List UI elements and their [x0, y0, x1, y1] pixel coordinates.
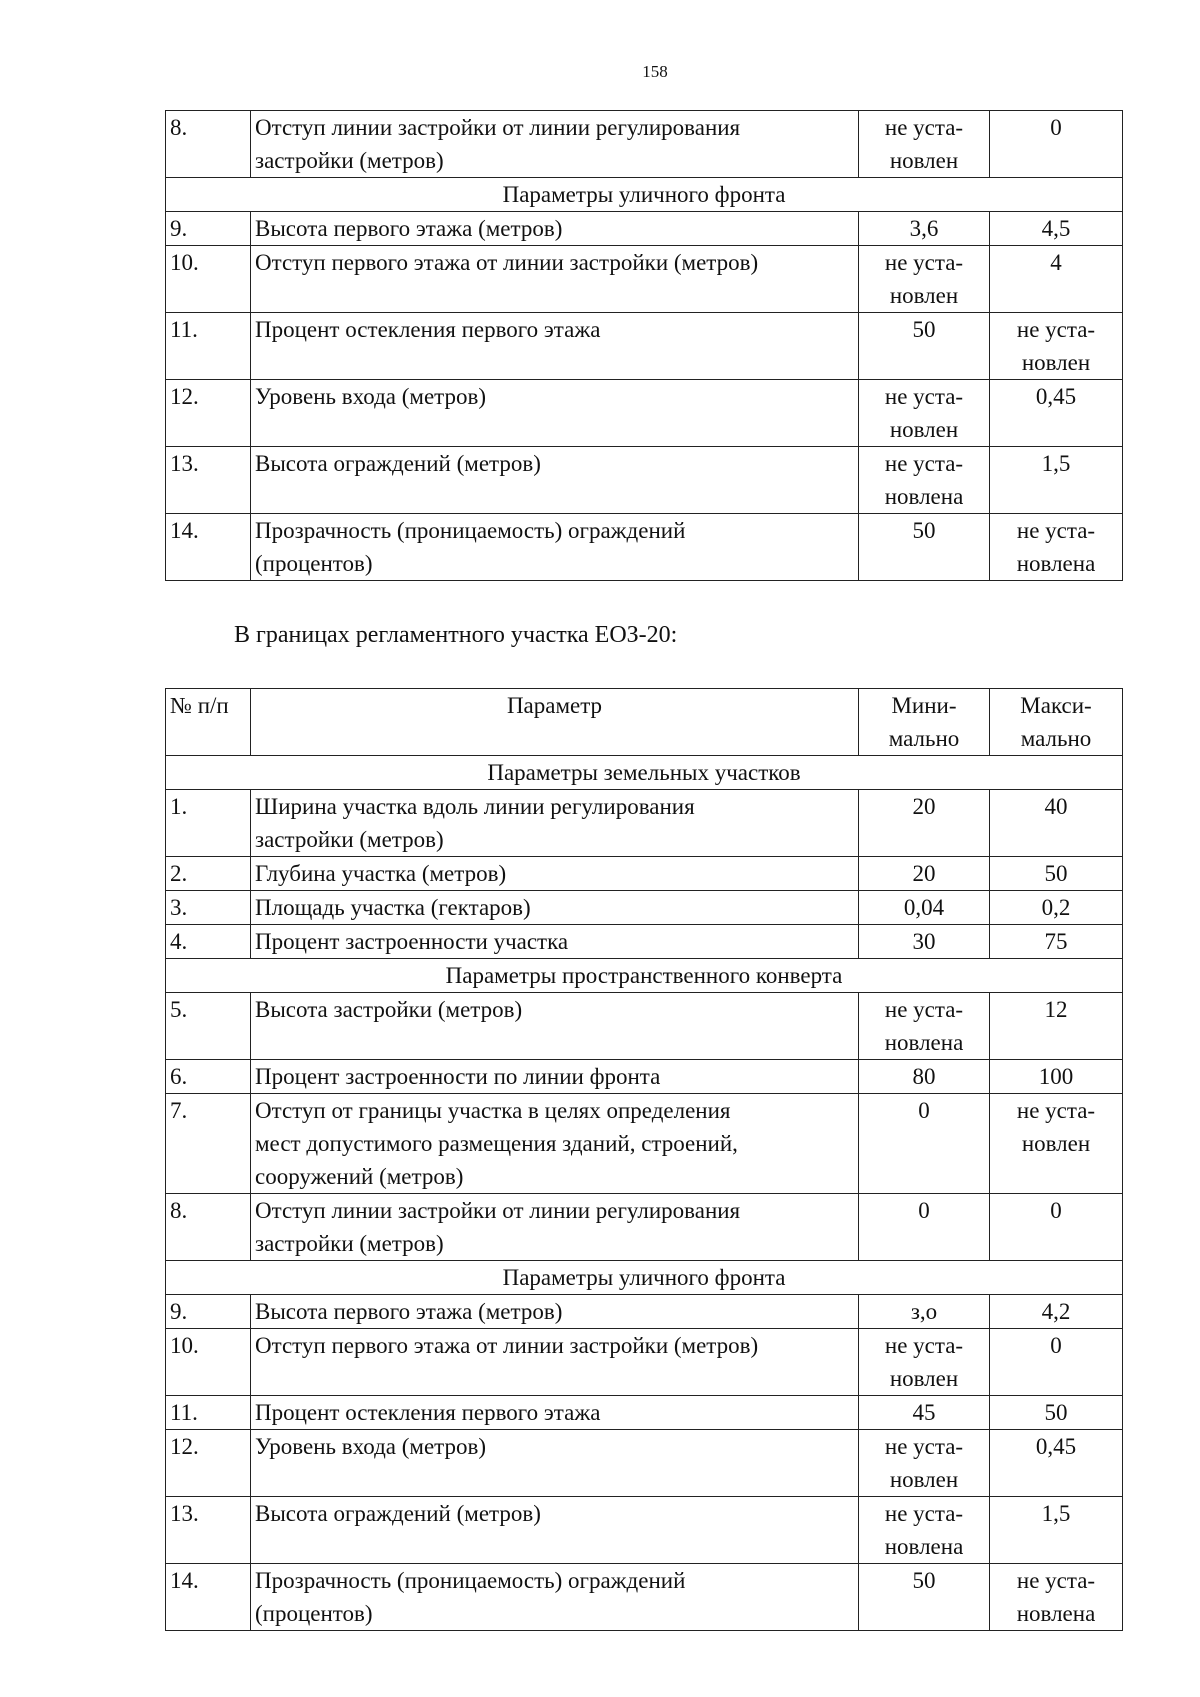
max-value: 50 — [990, 857, 1123, 891]
row-number: 4. — [166, 925, 251, 959]
min-value: не уста- новлена — [859, 447, 990, 514]
min-value: 20 — [859, 857, 990, 891]
header-max: Макси- мально — [990, 689, 1123, 756]
min-value: 80 — [859, 1060, 990, 1094]
page-number: 158 — [642, 62, 668, 81]
table-row — [166, 1497, 1123, 1564]
parameters-table-eoz-20 — [165, 688, 1123, 1631]
min-value: 20 — [859, 790, 990, 857]
max-value: 50 — [990, 1396, 1123, 1430]
section-caption: В границах регламентного участка ЕОЗ-20: — [234, 622, 678, 648]
parameter-name: Площадь участка (гектаров) — [251, 891, 859, 925]
table-row — [166, 1060, 1123, 1094]
max-value: 1,5 — [990, 1497, 1123, 1564]
row-number: 11. — [166, 313, 251, 380]
min-value: 3,6 — [859, 212, 990, 246]
max-value: 0 — [990, 1329, 1123, 1396]
row-number: 9. — [166, 212, 251, 246]
section-heading: Параметры уличного фронта — [166, 1261, 1123, 1295]
table-row — [166, 1094, 1123, 1194]
row-number: 12. — [166, 380, 251, 447]
table-row — [166, 313, 1123, 380]
min-value: 50 — [859, 313, 990, 380]
table-2-header — [166, 689, 1123, 756]
table-row — [166, 790, 1123, 857]
row-number: 6. — [166, 1060, 251, 1094]
section-heading: Параметры пространственного конверта — [166, 959, 1123, 993]
max-value: 12 — [990, 993, 1123, 1060]
min-value: не уста- новлен — [859, 1329, 990, 1396]
min-value: 50 — [859, 514, 990, 581]
max-value: 0 — [990, 1194, 1123, 1261]
max-value: 4 — [990, 246, 1123, 313]
table-row — [166, 1295, 1123, 1329]
section-row — [166, 959, 1123, 993]
max-value: не уста- новлена — [990, 514, 1123, 581]
row-number: 14. — [166, 514, 251, 581]
max-value: 40 — [990, 790, 1123, 857]
row-number: 13. — [166, 447, 251, 514]
min-value: 30 — [859, 925, 990, 959]
table-row — [166, 891, 1123, 925]
parameter-name: Прозрачность (проницаемость) ограждений (процентов) — [251, 1564, 859, 1631]
table-row — [166, 993, 1123, 1060]
max-value: 4,2 — [990, 1295, 1123, 1329]
table-row — [166, 857, 1123, 891]
table-row — [166, 1396, 1123, 1430]
max-value: 0 — [990, 111, 1123, 178]
max-value: 1,5 — [990, 447, 1123, 514]
header-param: Параметр — [251, 689, 859, 756]
parameter-name: Глубина участка (метров) — [251, 857, 859, 891]
parameter-name: Отступ линии застройки от линии регулирования застройки (метров) — [251, 111, 859, 178]
min-value: 45 — [859, 1396, 990, 1430]
parameter-name: Высота застройки (метров) — [251, 993, 859, 1060]
parameter-name: Прозрачность (проницаемость) ограждений (процентов) — [251, 514, 859, 581]
header-min: Мини- мально — [859, 689, 990, 756]
table-row — [166, 1194, 1123, 1261]
max-value: 0,2 — [990, 891, 1123, 925]
section-row — [166, 178, 1123, 212]
row-number: 11. — [166, 1396, 251, 1430]
parameter-name: Отступ первого этажа от линии застройки (метров) — [251, 246, 859, 313]
min-value: не уста- новлен — [859, 111, 990, 178]
parameter-name: Уровень входа (метров) — [251, 380, 859, 447]
header-num: № п/п — [166, 689, 251, 756]
section-heading: Параметры уличного фронта — [166, 178, 1123, 212]
parameter-name: Высота ограждений (метров) — [251, 447, 859, 514]
parameter-name: Отступ первого этажа от линии застройки (метров) — [251, 1329, 859, 1396]
table-row — [166, 1430, 1123, 1497]
row-number: 10. — [166, 246, 251, 313]
table-row — [166, 380, 1123, 447]
parameter-name: Процент остекления первого этажа — [251, 1396, 859, 1430]
parameter-name: Процент остекления первого этажа — [251, 313, 859, 380]
table-row — [166, 514, 1123, 581]
row-number: 10. — [166, 1329, 251, 1396]
parameter-name: Высота первого этажа (метров) — [251, 212, 859, 246]
parameter-name: Процент застроенности участка — [251, 925, 859, 959]
row-number: 5. — [166, 993, 251, 1060]
parameter-name: Отступ от границы участка в целях определения мест допустимого размещения зданий, строений, сооружений (метров) — [251, 1094, 859, 1194]
min-value: 50 — [859, 1564, 990, 1631]
min-value: не уста- новлен — [859, 380, 990, 447]
max-value: 0,45 — [990, 1430, 1123, 1497]
table-row — [166, 1564, 1123, 1631]
row-number: 9. — [166, 1295, 251, 1329]
min-value: 0 — [859, 1194, 990, 1261]
max-value: не уста- новлена — [990, 1564, 1123, 1631]
max-value: 0,45 — [990, 380, 1123, 447]
min-value: не уста- новлен — [859, 246, 990, 313]
min-value: не уста- новлена — [859, 1497, 990, 1564]
table-row — [166, 925, 1123, 959]
max-value: 4,5 — [990, 212, 1123, 246]
parameter-name: Процент застроенности по линии фронта — [251, 1060, 859, 1094]
max-value: 100 — [990, 1060, 1123, 1094]
section-row — [166, 1261, 1123, 1295]
max-value: 75 — [990, 925, 1123, 959]
min-value: з,о — [859, 1295, 990, 1329]
table-row — [166, 111, 1123, 178]
parameter-name: Высота первого этажа (метров) — [251, 1295, 859, 1329]
row-number: 12. — [166, 1430, 251, 1497]
row-number: 7. — [166, 1094, 251, 1194]
max-value: не уста- новлен — [990, 1094, 1123, 1194]
table-2-body — [166, 756, 1123, 1631]
table-1-body — [166, 111, 1123, 581]
min-value: 0 — [859, 1094, 990, 1194]
table-row — [166, 447, 1123, 514]
parameters-table-continued — [165, 110, 1123, 581]
row-number: 8. — [166, 1194, 251, 1261]
max-value: не уста- новлен — [990, 313, 1123, 380]
min-value: 0,04 — [859, 891, 990, 925]
row-number: 13. — [166, 1497, 251, 1564]
section-row — [166, 756, 1123, 790]
row-number: 8. — [166, 111, 251, 178]
min-value: не уста- новлена — [859, 993, 990, 1060]
parameter-name: Ширина участка вдоль линии регулирования застройки (метров) — [251, 790, 859, 857]
row-number: 3. — [166, 891, 251, 925]
parameter-name: Уровень входа (метров) — [251, 1430, 859, 1497]
table-row — [166, 212, 1123, 246]
parameter-name: Высота ограждений (метров) — [251, 1497, 859, 1564]
section-heading: Параметры земельных участков — [166, 756, 1123, 790]
row-number: 14. — [166, 1564, 251, 1631]
row-number: 1. — [166, 790, 251, 857]
min-value: не уста- новлен — [859, 1430, 990, 1497]
parameter-name: Отступ линии застройки от линии регулирования застройки (метров) — [251, 1194, 859, 1261]
header-row — [166, 689, 1123, 756]
row-number: 2. — [166, 857, 251, 891]
table-row — [166, 1329, 1123, 1396]
table-row — [166, 246, 1123, 313]
